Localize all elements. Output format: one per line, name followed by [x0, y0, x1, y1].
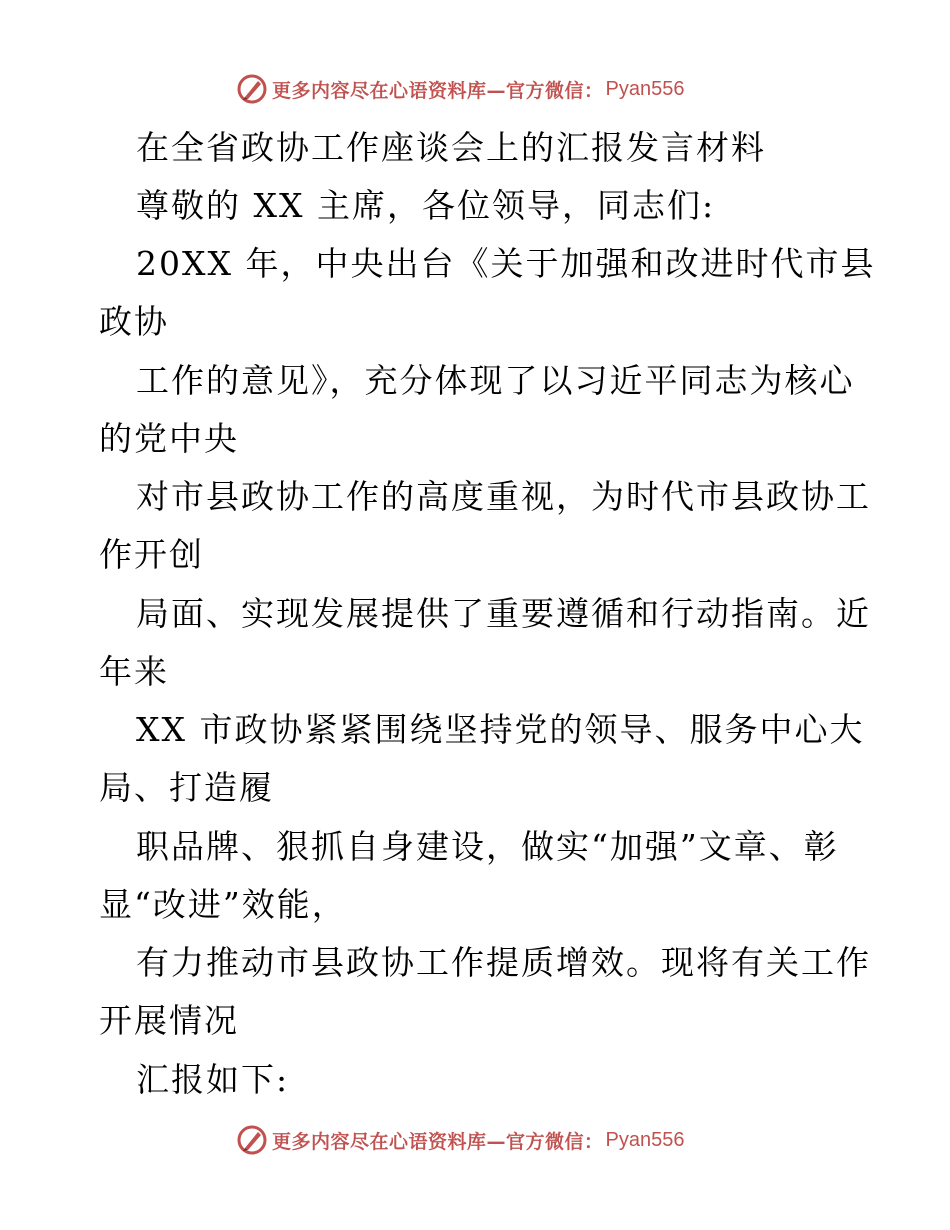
paragraph-line: XX 市政协紧紧围绕坚持党的领导、服务中心大 [136, 710, 865, 749]
watermark-text: 更多内容尽在心语资料库—官方微信： [272, 1130, 604, 1153]
paragraph-line: 开展情况 [99, 1001, 239, 1040]
paragraph-line: 局面、实现发展提供了重要遵循和行动指南。近 [136, 594, 871, 633]
watermark-wechat-id: Pyan556 [605, 1128, 685, 1151]
paragraph-line: 显“改进”效能， [99, 885, 347, 924]
paragraph-line: 局、打造履 [99, 768, 274, 807]
paragraph-line: 对市县政协工作的高度重视，为时代市县政协工 [136, 477, 871, 516]
paragraph-line: 职品牌、狠抓自身建设，做实“加强”文章、彰 [136, 827, 839, 866]
paragraph-line: 政协 [99, 302, 169, 341]
header-watermark [236, 72, 684, 106]
watermark-text: 更多内容尽在心语资料库—官方微信： [272, 79, 604, 102]
footer-watermark [236, 1123, 684, 1157]
paragraph-line: 工作的意见》，充分体现了以习近平同志为核心 [136, 361, 855, 400]
paragraph-line: 有力推动市县政协工作提质增效。现将有关工作 [136, 943, 871, 982]
pen-in-circle-icon [236, 1124, 268, 1156]
watermark-wechat-id: Pyan556 [605, 77, 685, 100]
paragraph-line: 年来 [99, 652, 169, 691]
paragraph-line: 作开创 [99, 535, 204, 574]
paragraph-line: 汇报如下: [136, 1060, 290, 1099]
paragraph-line: 20XX 年，中央出台《关于加强和改进时代市县 [136, 244, 876, 283]
paragraph-line: 的党中央 [99, 419, 239, 458]
document-title: 在全省政协工作座谈会上的汇报发言材料 [136, 128, 766, 167]
salutation: 尊敬的 XX 主席，各位领导，同志们: [136, 186, 716, 225]
pen-in-circle-icon [236, 73, 268, 105]
